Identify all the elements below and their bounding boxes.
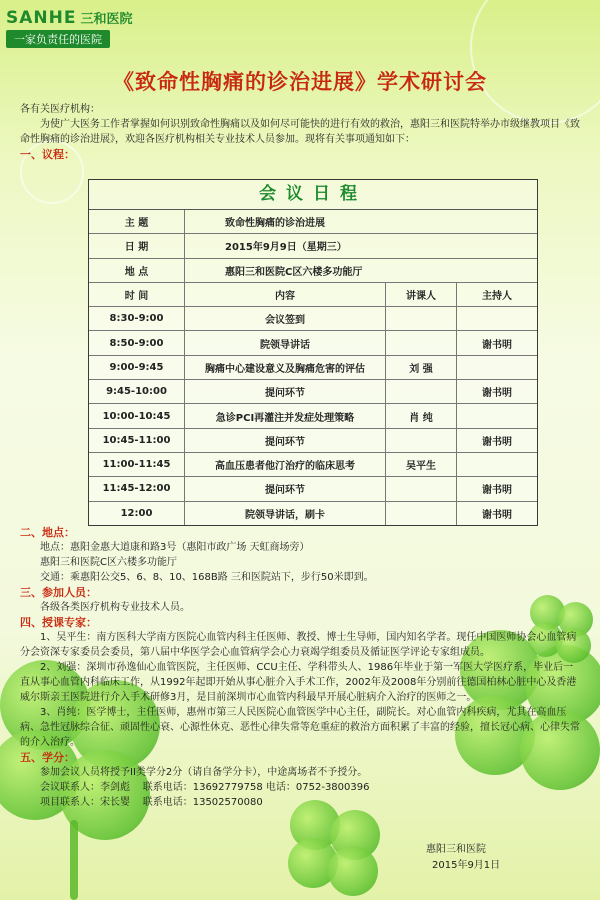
contact-phone-label: 联系电话： (142, 782, 193, 793)
info-value: 2015年9月9日（星期三） (225, 242, 347, 254)
logo-slogan: 一家负责任的医院 (6, 30, 110, 48)
row-time: 11:00-11:45 (89, 453, 185, 476)
row-content: 提问环节 (185, 380, 386, 403)
row-time: 10:00-10:45 (89, 404, 185, 427)
contact-line (20, 780, 582, 795)
row-speaker (386, 380, 457, 403)
hospital-logo (6, 8, 166, 48)
expert-bio: 1、吴平生：南方医科大学南方医院心血管内科主任医师、教授、博士生导师，国内知名学者。现任中国医师协会心血管病分会资深专家委员会委员，第八届中华医学会心血管病学会心力衰竭学组委员及循证医学评论专家组成员。 (20, 632, 577, 658)
signature-org: 惠阳三和医院 (426, 844, 486, 855)
section-heading-location: 二、地点： (20, 526, 75, 539)
contact-name: 李剑彪 (100, 782, 130, 793)
row-speaker (386, 477, 457, 500)
row-speaker (386, 502, 457, 525)
row-content: 提问环节 (185, 477, 386, 500)
credits-text: 参加会议人员将授予II类学分2分（请自备学分卡），中途离场者不予授分。 (40, 767, 368, 778)
contact-phone-label: 联系电话： (142, 797, 193, 808)
row-speaker (386, 307, 457, 330)
row-content: 院领导讲话 (185, 331, 386, 354)
row-content: 高血压患者他汀治疗的临床思考 (185, 453, 386, 476)
expert-bio: 3、肖纯：医学博士，主任医师，惠州市第三人民医院心血管医学中心主任，副院长。对心血管内科疾病，尤其在高血压病、急性冠脉综合征、顽固性心衰、心源性休克、恶性心律失常等危重症的救治方面积累了丰富的经验，擅长冠心病、心律失常的介入治疗。 (20, 707, 580, 748)
header-content: 内容 (185, 283, 386, 306)
expert-bio: 2、刘强：深圳市孙逸仙心血管医院，主任医师、CCU主任、学科带头人、1986年毕业于第一军医大学医疗系，毕业后一直从事心血管内科临床工作，从1992年起即开始从事心脏介入手术工作，2002年及2008年分别前往德国柏林心脏中心及香港威尔斯亲王医院进行介入手术研修3月，是目前深圳市心血管内科最早开展心脏病介入治疗的医师之一。 (20, 662, 577, 703)
row-content: 急诊PCI再灌注并发症处理策略 (185, 404, 386, 427)
table-row (89, 380, 537, 404)
section-heading-agenda: 一、议程： (20, 148, 75, 161)
page-title: 《致命性胸痛的诊治进展》学术研讨会 (113, 70, 487, 94)
attendees-text: 各级各类医疗机构专业技术人员。 (40, 602, 190, 613)
row-content: 会议签到 (185, 307, 386, 330)
table-row (89, 307, 537, 331)
table-row (89, 429, 537, 453)
row-host: 谢书明 (482, 339, 512, 351)
row-speaker (386, 331, 457, 354)
schedule-title: 会议日程 (89, 180, 537, 210)
row-time: 12:00 (89, 502, 185, 525)
row-host (457, 307, 537, 330)
row-time: 11:45-12:00 (89, 477, 185, 500)
row-speaker (386, 429, 457, 452)
header-host: 主持人 (482, 291, 512, 303)
schedule-header-row (89, 283, 537, 307)
contact-line (20, 795, 582, 810)
logo-english-name: SANHE (6, 8, 77, 28)
section-heading-attendees: 三、参加人员： (20, 586, 97, 599)
contact-label: 会议联系人： (40, 782, 100, 793)
schedule-info-row (89, 234, 537, 258)
location-line: 惠阳三和医院C区六楼多功能厅 (40, 557, 177, 568)
row-host: 谢书明 (482, 436, 512, 448)
info-label: 日 期 (89, 234, 185, 257)
details-block (20, 525, 582, 810)
table-row (89, 477, 537, 501)
row-time: 9:00-9:45 (89, 356, 185, 379)
row-host (457, 356, 537, 379)
row-speaker: 刘 强 (386, 356, 457, 379)
header-speaker: 讲课人 (386, 283, 457, 306)
table-row (89, 453, 537, 477)
row-time: 10:45-11:00 (89, 429, 185, 452)
salutation: 各有关医疗机构： (20, 104, 100, 115)
schedule-info-row (89, 259, 537, 283)
table-row (89, 356, 537, 380)
row-time: 8:50-9:00 (89, 331, 185, 354)
table-row (89, 331, 537, 355)
row-host: 谢书明 (482, 485, 512, 497)
info-value: 致命性胸痛的诊治进展 (225, 218, 325, 230)
row-host: 谢书明 (482, 509, 512, 521)
info-label: 主 题 (89, 210, 185, 233)
contact-phone: 13502570080 (192, 797, 263, 808)
row-content: 院领导讲话，刷卡 (185, 502, 386, 525)
contact-phone: 13692779758 电话：0752-3800396 (192, 782, 370, 793)
info-label: 地 点 (89, 259, 185, 282)
contact-label: 项目联系人： (40, 797, 100, 808)
row-content: 胸痛中心建设意义及胸痛危害的评估 (185, 356, 386, 379)
table-row (89, 404, 537, 428)
section-heading-experts: 四、授课专家： (20, 616, 97, 629)
row-speaker: 肖 纯 (386, 404, 457, 427)
schedule-table (88, 179, 538, 526)
intro-paragraph: 为使广大医务工作者掌握如何识别致命性胸痛以及如何尽可能快的进行有效的救治，惠阳三和医院特举办市级继教项目《致命性胸痛的诊治进展》，欢迎各医疗机构相关专业技术人员参加。现将有关事项通知如下： (20, 119, 580, 145)
signature-date: 2015年9月1日 (432, 860, 501, 871)
section-heading-credits: 五、学分： (20, 751, 75, 764)
row-time: 8:30-9:00 (89, 307, 185, 330)
row-host: 谢书明 (482, 388, 512, 400)
row-content: 提问环节 (185, 429, 386, 452)
transport-line: 交通：乘惠阳公交5、6、8、10、168B路 三和医院站下，步行50米即到。 (40, 572, 374, 583)
row-host (457, 453, 537, 476)
header-time: 时 间 (89, 283, 185, 306)
row-host (457, 404, 537, 427)
contact-name: 宋长婴 (100, 797, 130, 808)
location-line: 地点：惠阳金惠大道康和路3号（惠阳市政广场 天虹商场旁） (40, 542, 310, 553)
info-value: 惠阳三和医院C区六楼多功能厅 (225, 266, 363, 278)
row-time: 9:45-10:00 (89, 380, 185, 403)
logo-chinese-name: 三和医院 (80, 12, 133, 27)
table-row (89, 502, 537, 525)
row-speaker: 吴平生 (386, 453, 457, 476)
schedule-info-row (89, 210, 537, 234)
intro-block (20, 102, 582, 162)
